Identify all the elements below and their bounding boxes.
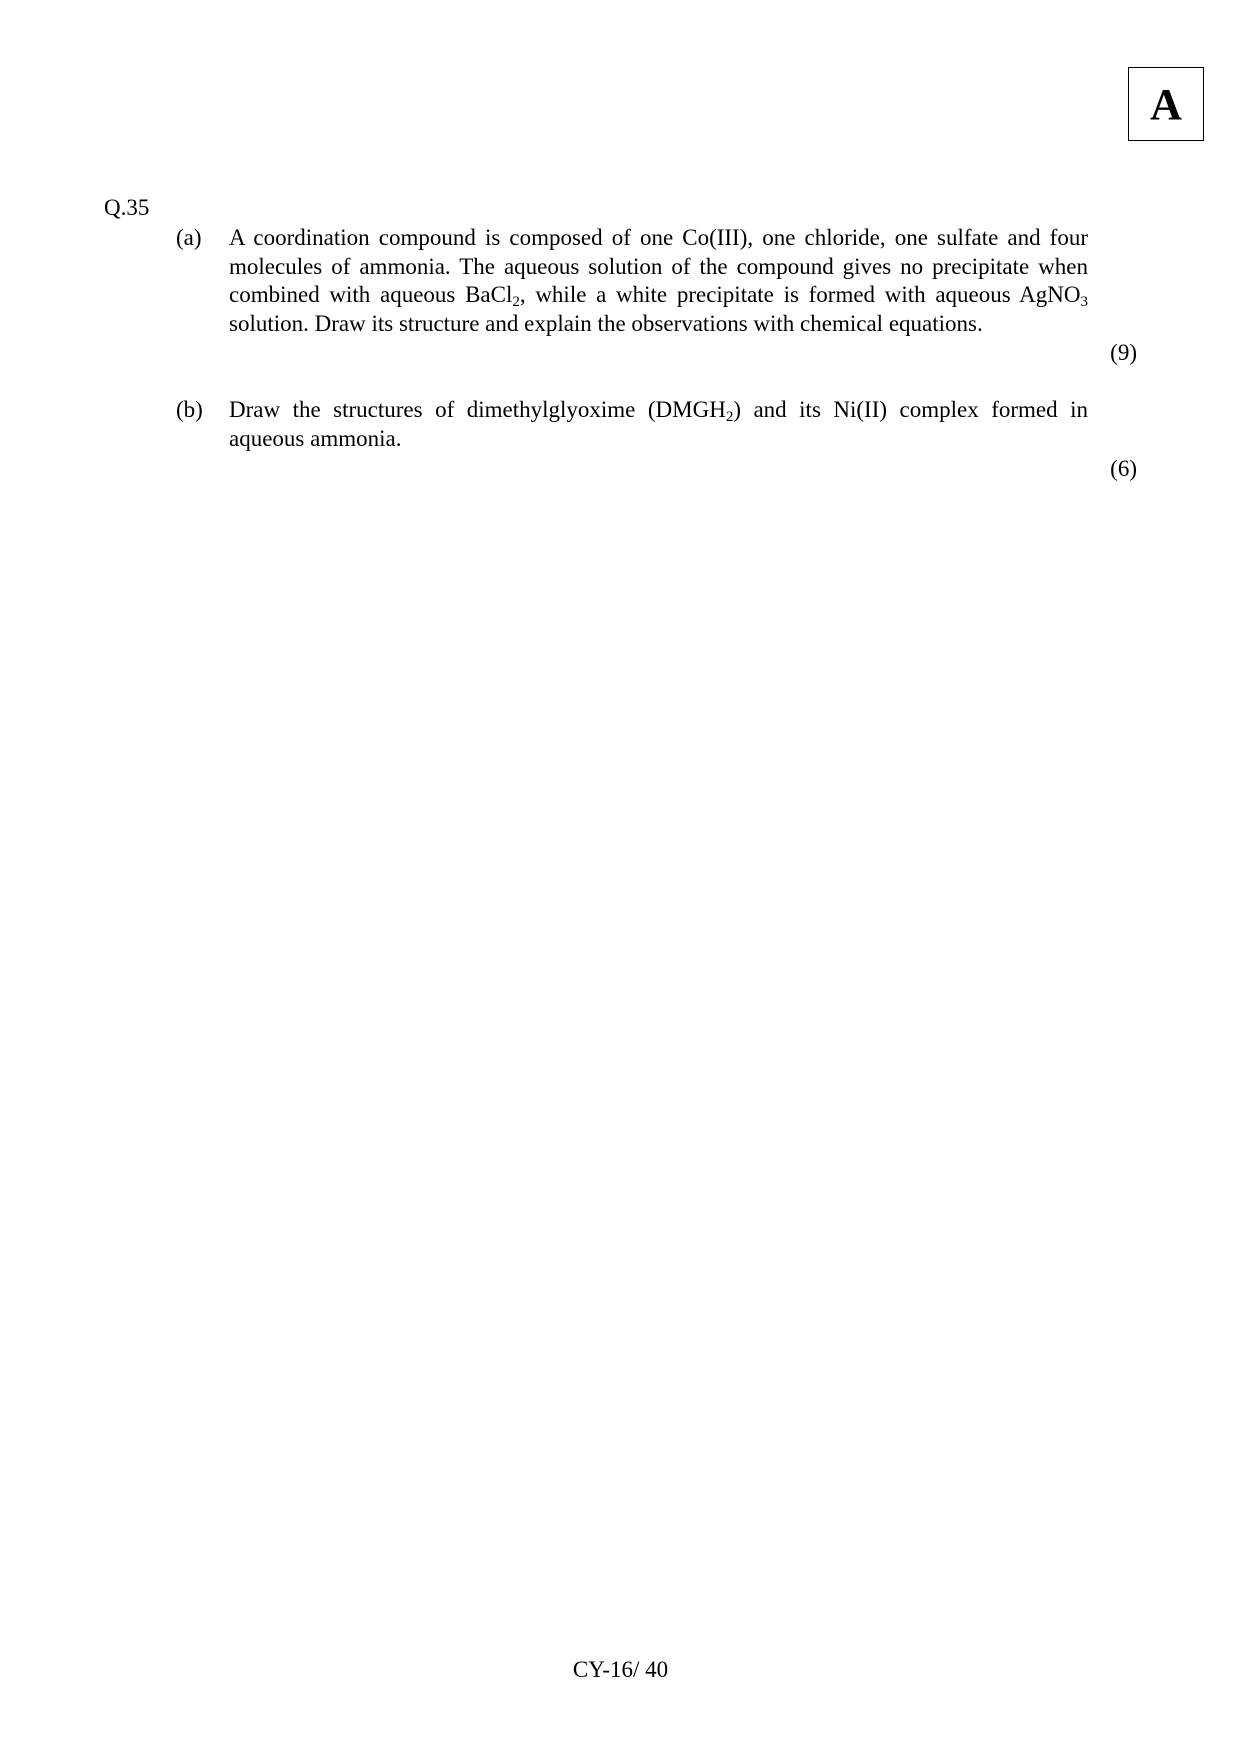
page-footer: CY-16/ 40: [572, 1657, 669, 1682]
marks-b: (6): [1110, 456, 1137, 481]
part-text-b: [229, 396, 1088, 453]
part-a-subscript-2: 3: [1080, 294, 1088, 311]
question-part-a: [176, 224, 1088, 338]
part-label-b: (b): [176, 397, 203, 422]
question-number: Q.35: [104, 195, 150, 220]
part-b-text-1: Draw the structures of dimethylglyoxime (DMGH: [229, 397, 726, 422]
set-code-box: [1128, 67, 1204, 141]
part-b-subscript-1: 2: [725, 409, 734, 425]
question-part-b: [176, 396, 1088, 453]
part-label-a: (a): [176, 225, 202, 250]
marks-a: (9): [1110, 340, 1137, 365]
part-b-text-2: ) and its Ni(II) complex formed in aqueous ammonia.: [229, 397, 1088, 451]
part-a-text-3: solution. Draw its structure and explain the observations with chemical equations.: [229, 310, 983, 336]
part-a-text-2: , while a white precipitate is formed with aqueous AgNO: [519, 282, 1081, 308]
part-text-a: [229, 224, 1088, 338]
part-a-subscript-1: 2: [512, 294, 520, 311]
part-a-text-1: A coordination compound is composed of one Co(III), one chloride, one sulfate and four molecules of ammonia. The aqueous solution of the compound gives no precipitate when combined with aqueous BaCl: [229, 225, 1088, 308]
set-code: A: [1150, 79, 1182, 129]
